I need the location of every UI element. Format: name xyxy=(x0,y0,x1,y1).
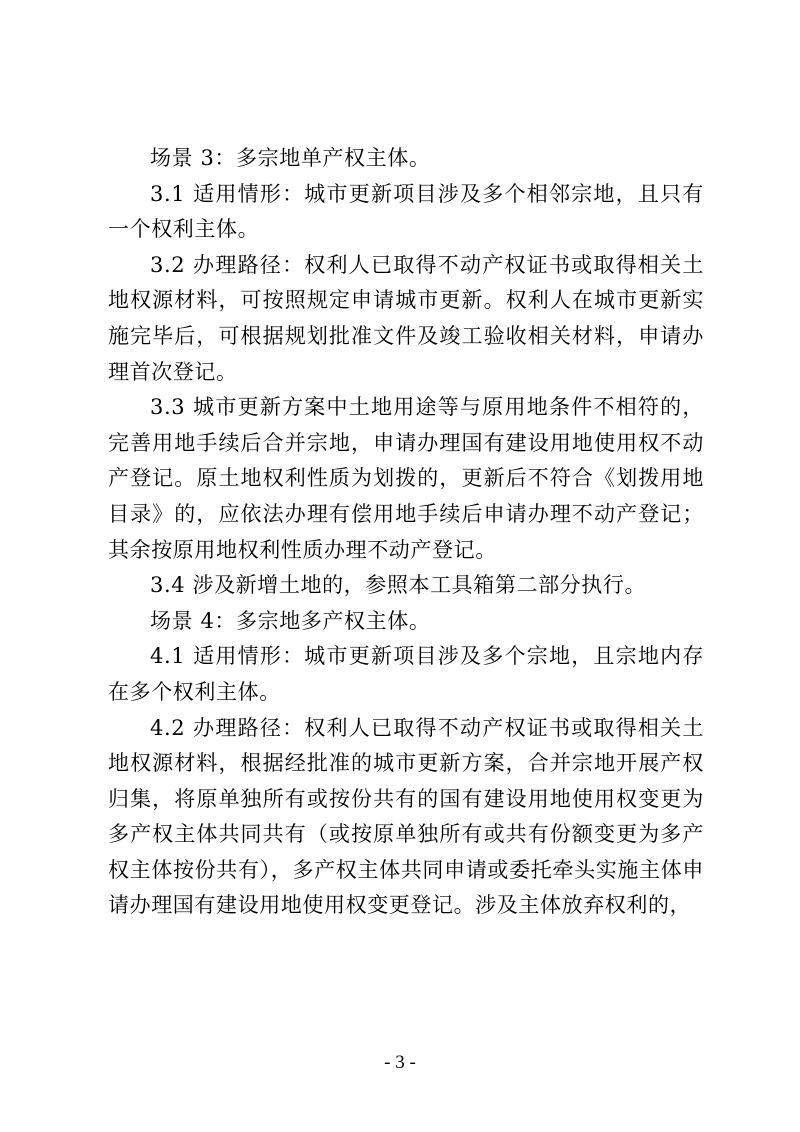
document-body xyxy=(108,141,704,924)
paragraph-3-4: 3.4 涉及新增土地的，参照本工具箱第二部分执行。 xyxy=(150,573,647,598)
paragraph-3-2: 3.2 办理路径：权利人已取得不动产权证书或取得相关土地权源材料，可按照规定申请城市更新。权利人在城市更新实施完毕后，可根据规划批准文件及竣工验收相关材料，申请办理首次登记。 xyxy=(108,252,704,384)
paragraph-4-1: 4.1 适用情形：城市更新项目涉及多个宗地，且宗地内存在多个权利主体。 xyxy=(108,644,704,704)
paragraph-3-3: 3.3 城市更新方案中土地用途等与原用地条件不相符的，完善用地手续后合并宗地，申请办理国有建设用地使用权不动产登记。原土地权利性质为划拨的，更新后不符合《划拨用地目录》的，应依法办理有偿用地手续后申请办理不动产登记；其余按原用地权利性质办理不动产登记。 xyxy=(108,395,704,562)
scenario-4-heading: 场景 4：多宗地多产权主体。 xyxy=(150,608,431,633)
paragraph-4-2: 4.2 办理路径：权利人已取得不动产权证书或取得相关土地权源材料，根据经批准的城市更新方案，合并宗地开展产权归集，将原单独所有或按份共有的国有建设用地使用权变更为多产权主体共同共有（或按原单独所有或共有份额变更为多产权主体按份共有），多产权主体共同申请或委托牵头实施主体申请办理国有建设用地使用权变更登记。涉及主体放弃权利的， xyxy=(108,715,704,918)
page-number: - 3 - xyxy=(384,1052,416,1073)
paragraph-3-1: 3.1 适用情形：城市更新项目涉及多个相邻宗地，且只有一个权利主体。 xyxy=(108,181,704,242)
scenario-3-heading: 场景 3：多宗地单产权主体。 xyxy=(150,146,431,170)
